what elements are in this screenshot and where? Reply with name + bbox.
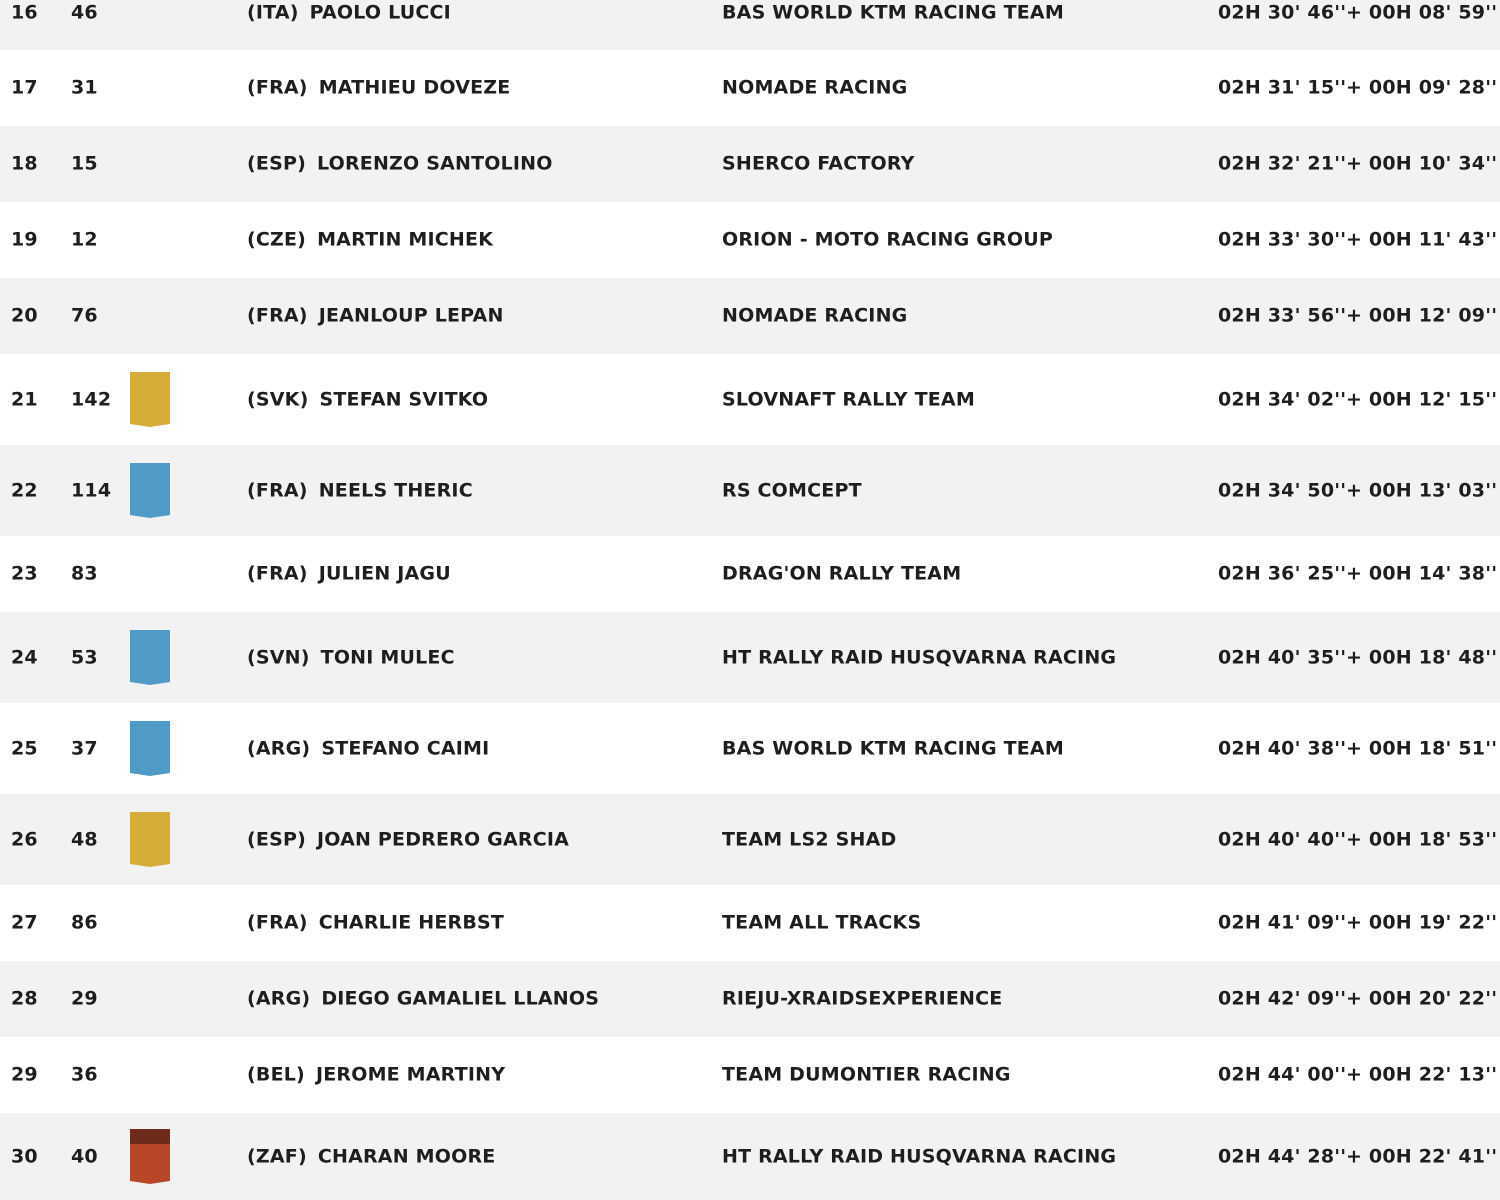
bib-number-cell: 114 bbox=[71, 479, 112, 501]
time-gap-cell: + 00H 22' 41'' bbox=[1346, 1145, 1498, 1167]
team-name-cell: SHERCO FACTORY bbox=[722, 152, 915, 175]
nationality-code: (FRA) bbox=[247, 304, 308, 327]
team-name-cell: SLOVNAFT RALLY TEAM bbox=[722, 388, 975, 410]
rider-name[interactable]: TONI MULEC bbox=[320, 646, 455, 668]
nationality-code: (BEL) bbox=[247, 1063, 305, 1086]
table-row[interactable] bbox=[0, 885, 1500, 961]
bib-number-cell: 48 bbox=[71, 828, 98, 850]
total-time-cell: 02H 42' 09'' bbox=[1218, 987, 1347, 1010]
gold-category-badge-icon bbox=[130, 372, 170, 428]
table-row[interactable] bbox=[0, 50, 1500, 126]
rank-cell: 26 bbox=[11, 828, 38, 850]
rider-name[interactable]: PAOLO LUCCI bbox=[309, 1, 451, 23]
team-name-cell: ORION - MOTO RACING GROUP bbox=[722, 228, 1053, 251]
team-name-cell: NOMADE RACING bbox=[722, 76, 908, 99]
bib-number-cell: 15 bbox=[71, 152, 98, 175]
table-row[interactable] bbox=[0, 278, 1500, 354]
rider-name[interactable]: DIEGO GAMALIEL LLANOS bbox=[321, 987, 600, 1010]
rank-cell: 24 bbox=[11, 646, 38, 668]
time-gap-cell: + 00H 14' 38'' bbox=[1346, 562, 1498, 585]
total-time-cell: 02H 33' 30'' bbox=[1218, 228, 1347, 251]
gold-category-badge-icon bbox=[130, 812, 170, 868]
rider-cell[interactable] bbox=[247, 830, 569, 849]
team-name-cell: NOMADE RACING bbox=[722, 304, 908, 327]
rider-name[interactable]: JOAN PEDRERO GARCIA bbox=[316, 828, 570, 850]
time-gap-cell: + 00H 22' 13'' bbox=[1346, 1063, 1498, 1086]
time-gap-cell: + 00H 18' 53'' bbox=[1346, 828, 1498, 850]
table-row[interactable] bbox=[0, 354, 1500, 445]
rider-cell[interactable] bbox=[247, 3, 451, 22]
total-time-cell: 02H 40' 38'' bbox=[1218, 737, 1347, 759]
time-gap-cell: + 00H 11' 43'' bbox=[1346, 228, 1498, 251]
nationality-code: (FRA) bbox=[247, 911, 308, 934]
rider-cell[interactable] bbox=[247, 481, 473, 500]
rider-cell[interactable] bbox=[247, 987, 600, 1010]
total-time-cell: 02H 34' 02'' bbox=[1218, 388, 1347, 410]
rider-cell[interactable] bbox=[247, 228, 494, 251]
rank-cell: 21 bbox=[11, 388, 38, 410]
bib-number-cell: 36 bbox=[71, 1063, 98, 1086]
rider-name[interactable]: JEANLOUP LEPAN bbox=[318, 304, 504, 327]
total-time-cell: 02H 44' 28'' bbox=[1218, 1145, 1347, 1167]
time-gap-cell: + 00H 12' 09'' bbox=[1346, 304, 1498, 327]
time-gap-cell: + 00H 19' 22'' bbox=[1346, 911, 1498, 934]
bib-number-cell: 86 bbox=[71, 911, 98, 934]
rider-cell[interactable] bbox=[247, 1063, 506, 1086]
rider-name[interactable]: CHARAN MOORE bbox=[317, 1145, 496, 1167]
bib-number-cell: 46 bbox=[71, 1, 98, 23]
rider-name[interactable]: CHARLIE HERBST bbox=[318, 911, 505, 934]
team-name-cell: BAS WORLD KTM RACING TEAM bbox=[722, 737, 1064, 759]
bib-number-cell: 142 bbox=[71, 388, 112, 410]
nationality-code: (FRA) bbox=[247, 76, 308, 99]
total-time-cell: 02H 32' 21'' bbox=[1218, 152, 1347, 175]
time-gap-cell: + 00H 20' 22'' bbox=[1346, 987, 1498, 1010]
time-gap-cell: + 00H 08' 59'' bbox=[1346, 1, 1498, 23]
rider-name[interactable]: NEELS THERIC bbox=[318, 479, 473, 501]
team-name-cell: BAS WORLD KTM RACING TEAM bbox=[722, 1, 1064, 23]
team-name-cell: TEAM DUMONTIER RACING bbox=[722, 1063, 1011, 1086]
rank-cell: 22 bbox=[11, 479, 38, 501]
rank-cell: 19 bbox=[11, 228, 38, 251]
bib-number-cell: 76 bbox=[71, 304, 98, 327]
rank-cell: 18 bbox=[11, 152, 38, 175]
rider-cell[interactable] bbox=[247, 390, 488, 409]
rider-name[interactable]: JULIEN JAGU bbox=[318, 562, 451, 585]
rider-cell[interactable] bbox=[247, 739, 489, 758]
total-time-cell: 02H 31' 15'' bbox=[1218, 76, 1347, 99]
time-gap-cell: + 00H 18' 51'' bbox=[1346, 737, 1498, 759]
rider-name[interactable]: STEFAN SVITKO bbox=[319, 388, 489, 410]
time-gap-cell: + 00H 13' 03'' bbox=[1346, 479, 1498, 501]
rider-name[interactable]: JEROME MARTINY bbox=[315, 1063, 506, 1086]
table-row[interactable] bbox=[0, 612, 1500, 703]
rider-name[interactable]: MARTIN MICHEK bbox=[317, 228, 494, 251]
nationality-code: (FRA) bbox=[247, 479, 308, 501]
team-name-cell: TEAM ALL TRACKS bbox=[722, 911, 922, 934]
nationality-code: (FRA) bbox=[247, 562, 308, 585]
rider-cell[interactable] bbox=[247, 648, 455, 667]
table-row[interactable] bbox=[0, 1113, 1500, 1200]
team-name-cell: DRAG'ON RALLY TEAM bbox=[722, 562, 962, 585]
table-row[interactable] bbox=[0, 1037, 1500, 1113]
table-row[interactable] bbox=[0, 961, 1500, 1037]
rider-cell[interactable] bbox=[247, 562, 451, 585]
table-row[interactable] bbox=[0, 536, 1500, 612]
nationality-code: (SVK) bbox=[247, 388, 309, 410]
rider-name[interactable]: LORENZO SANTOLINO bbox=[316, 152, 553, 175]
table-row[interactable] bbox=[0, 202, 1500, 278]
rider-cell[interactable] bbox=[247, 152, 553, 175]
rider-cell[interactable] bbox=[247, 911, 505, 934]
total-time-cell: 02H 44' 00'' bbox=[1218, 1063, 1347, 1086]
total-time-cell: 02H 40' 40'' bbox=[1218, 828, 1347, 850]
rider-name[interactable]: MATHIEU DOVEZE bbox=[318, 76, 511, 99]
bib-number-cell: 37 bbox=[71, 737, 98, 759]
bib-number-cell: 31 bbox=[71, 76, 98, 99]
blue-category-badge-icon bbox=[130, 721, 170, 777]
rank-cell: 20 bbox=[11, 304, 38, 327]
nationality-code: (ESP) bbox=[247, 828, 306, 850]
team-name-cell: HT RALLY RAID HUSQVARNA RACING bbox=[722, 646, 1117, 668]
table-row[interactable] bbox=[0, 703, 1500, 794]
bib-number-cell: 29 bbox=[71, 987, 98, 1010]
total-time-cell: 02H 40' 35'' bbox=[1218, 646, 1347, 668]
table-row[interactable] bbox=[0, 126, 1500, 202]
nationality-code: (CZE) bbox=[247, 228, 307, 251]
nationality-code: (ESP) bbox=[247, 152, 306, 175]
team-name-cell: RS COMCEPT bbox=[722, 479, 862, 501]
nationality-code: (ITA) bbox=[247, 1, 299, 23]
team-name-cell: HT RALLY RAID HUSQVARNA RACING bbox=[722, 1145, 1117, 1167]
rider-name[interactable]: STEFANO CAIMI bbox=[321, 737, 490, 759]
nationality-code: (ARG) bbox=[247, 987, 311, 1010]
bib-number-cell: 40 bbox=[71, 1145, 98, 1167]
nationality-code: (SVN) bbox=[247, 646, 310, 668]
total-time-cell: 02H 30' 46'' bbox=[1218, 1, 1347, 23]
rank-cell: 17 bbox=[11, 76, 38, 99]
bib-number-cell: 53 bbox=[71, 646, 98, 668]
rank-cell: 27 bbox=[11, 911, 38, 934]
total-time-cell: 02H 34' 50'' bbox=[1218, 479, 1347, 501]
rank-cell: 30 bbox=[11, 1145, 38, 1167]
bib-number-cell: 12 bbox=[71, 228, 98, 251]
team-name-cell: RIEJU-XRAIDSEXPERIENCE bbox=[722, 987, 1003, 1010]
nationality-code: (ZAF) bbox=[247, 1145, 307, 1167]
team-name-cell: TEAM LS2 SHAD bbox=[722, 828, 897, 850]
rider-cell[interactable] bbox=[247, 1147, 495, 1166]
rust-category-badge-icon bbox=[130, 1129, 170, 1185]
rank-cell: 23 bbox=[11, 562, 38, 585]
rank-cell: 28 bbox=[11, 987, 38, 1010]
time-gap-cell: + 00H 12' 15'' bbox=[1346, 388, 1498, 410]
nationality-code: (ARG) bbox=[247, 737, 311, 759]
blue-category-badge-icon bbox=[130, 630, 170, 686]
total-time-cell: 02H 36' 25'' bbox=[1218, 562, 1347, 585]
time-gap-cell: + 00H 09' 28'' bbox=[1346, 76, 1498, 99]
rank-cell: 25 bbox=[11, 737, 38, 759]
table-row[interactable] bbox=[0, 0, 1500, 50]
rank-cell: 29 bbox=[11, 1063, 38, 1086]
rider-cell[interactable] bbox=[247, 304, 504, 327]
rank-cell: 16 bbox=[11, 1, 38, 23]
total-time-cell: 02H 33' 56'' bbox=[1218, 304, 1347, 327]
time-gap-cell: + 00H 18' 48'' bbox=[1346, 646, 1498, 668]
table-row[interactable] bbox=[0, 794, 1500, 885]
total-time-cell: 02H 41' 09'' bbox=[1218, 911, 1347, 934]
bib-number-cell: 83 bbox=[71, 562, 98, 585]
time-gap-cell: + 00H 10' 34'' bbox=[1346, 152, 1498, 175]
table-row[interactable] bbox=[0, 445, 1500, 536]
blue-category-badge-icon bbox=[130, 463, 170, 519]
rider-cell[interactable] bbox=[247, 76, 511, 99]
